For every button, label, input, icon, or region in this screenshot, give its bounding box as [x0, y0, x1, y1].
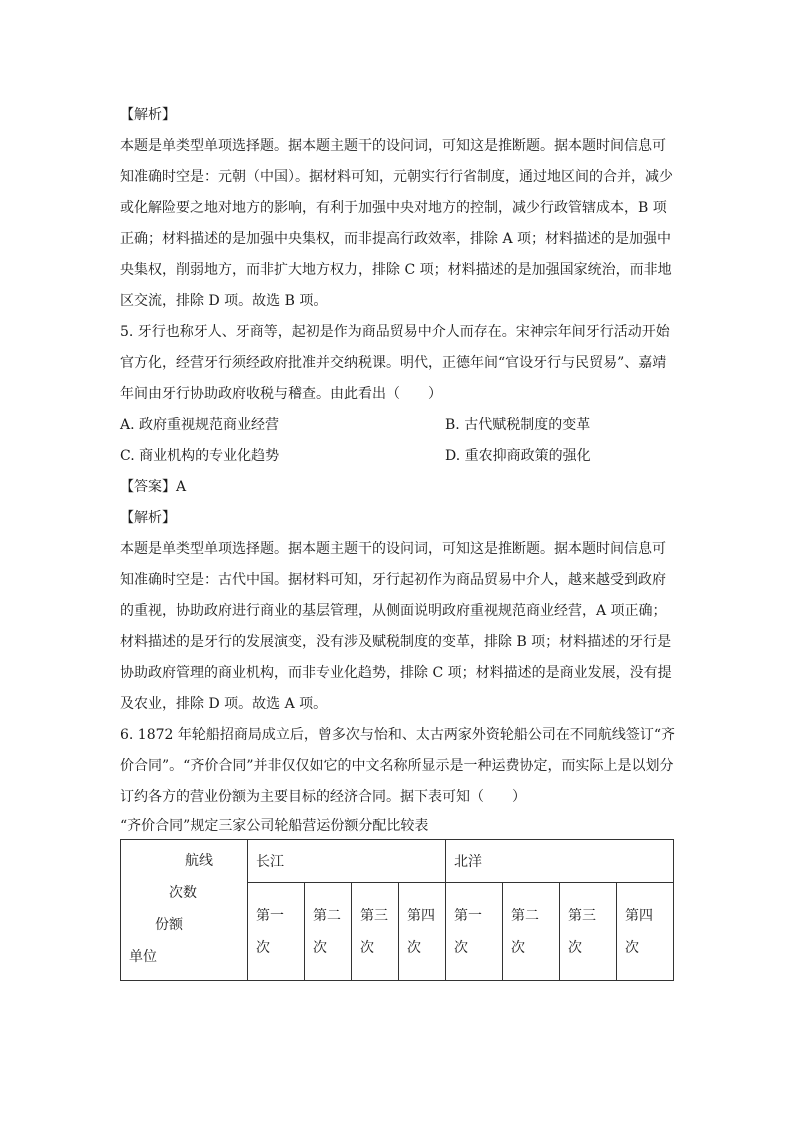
q4-analysis-line: 或化解险要之地对地方的影响，有利于加强中央对地方的控制，减少行政管辖成本，B 项 — [120, 200, 667, 216]
count-header-cell: 第一次 — [446, 883, 503, 981]
q6-stem-line: 6. 1872 年轮船招商局成立后，曾多次与怡和、太古两家外资轮船公司在不同航线签订“齐 — [120, 727, 676, 743]
count-header-cell: 第一次 — [248, 883, 305, 981]
header-label-route: 航线 — [185, 853, 213, 869]
count-header-cell: 第三次 — [560, 883, 617, 981]
q4-analysis-line: 知准确时空是：元朝（中国）。据材料可知，元朝实行行省制度，通过地区间的合并，减少 — [120, 169, 673, 185]
count-header-cell: 第二次 — [305, 883, 352, 981]
q6-share-table — [120, 839, 674, 981]
route-header-yangtze: 长江 — [248, 840, 446, 883]
header-label-unit: 单位 — [129, 949, 157, 965]
q5-analysis-line: 及农业，排除 D 项。故选 A 项。 — [120, 696, 328, 712]
header-label-count: 次数 — [169, 885, 197, 901]
q5-analysis-line: 的重视，协助政府进行商业的基层管理，从侧面说明政府重视规范商业经营，A 项正确； — [120, 603, 667, 619]
q5-option-b: B. 古代赋税制度的变革 — [445, 417, 591, 433]
q5-option-d: D. 重农抑商政策的强化 — [445, 448, 591, 464]
q5-analysis-line: 协助政府管理的商业机构，而非专业化趋势，排除 C 项；材料描述的是商业发展，没有提 — [120, 665, 672, 681]
q5-stem-line: 官方化，经营牙行须经政府批准并交纳税课。明代，正德年间“官设牙行与民贸易”、嘉靖 — [120, 355, 667, 371]
q5-options-row-1 — [120, 410, 676, 441]
q4-analysis-line: 正确；材料描述的是加强中央集权，而非提高行政效率，排除 A 项；材料描述的是加强中 — [120, 231, 672, 247]
q6-table-caption: “齐价合同”规定三家公司轮船营运份额分配比较表 — [120, 818, 429, 834]
header-label-share: 份额 — [155, 917, 183, 933]
q4-analysis-tag: 【解析】 — [120, 107, 176, 123]
q6-stem-line: 订约各方的营业份额为主要目标的经济合同。据下表可知（ ） — [120, 789, 526, 805]
q5-option-a: A. 政府重视规范商业经营 — [120, 417, 280, 433]
count-header-cell: 第四次 — [617, 883, 674, 981]
q5-stem-line: 年间由牙行协助政府收税与稽查。由此看出（ ） — [120, 386, 442, 402]
q5-analysis-line: 本题是单类型单项选择题。据本题主题干的设问词，可知这是推断题。据本题时间信息可 — [120, 541, 666, 557]
q5-options-row-2 — [120, 441, 676, 472]
table-diagonal-header — [121, 840, 248, 981]
q5-analysis-tag: 【解析】 — [120, 510, 176, 526]
q4-analysis-line: 区交流，排除 D 项。故选 B 项。 — [120, 293, 328, 309]
q4-analysis-line: 本题是单类型单项选择题。据本题主题干的设问词，可知这是推断题。据本题时间信息可 — [120, 138, 666, 154]
q4-analysis-line: 央集权，削弱地方，而非扩大地方权力，排除 C 项；材料描述的是加强国家统治，而非地 — [120, 262, 672, 278]
q5-stem-line: 5. 牙行也称牙人、牙商等，起初是作为商品贸易中介人而存在。宋神宗年间牙行活动开始 — [120, 324, 670, 340]
q5-analysis-line: 材料描述的是牙行的发展演变，没有涉及赋税制度的变革，排除 B 项；材料描述的牙行是 — [120, 634, 672, 650]
document-page — [120, 100, 676, 981]
q5-analysis-line: 知准确时空是：古代中国。据材料可知，牙行起初作为商品贸易中介人，越来越受到政府 — [120, 572, 666, 588]
route-header-beiyang: 北洋 — [446, 840, 674, 883]
count-header-cell: 第三次 — [352, 883, 399, 981]
q5-option-c: C. 商业机构的专业化趋势 — [120, 448, 280, 464]
count-header-cell: 第二次 — [503, 883, 560, 981]
q5-answer: 【答案】A — [120, 479, 187, 495]
count-header-cell: 第四次 — [399, 883, 446, 981]
q6-stem-line: 价合同”。“齐价合同”并非仅仅如它的中文名称所显示是一种运费协定，而实际上是以划分 — [120, 758, 674, 774]
